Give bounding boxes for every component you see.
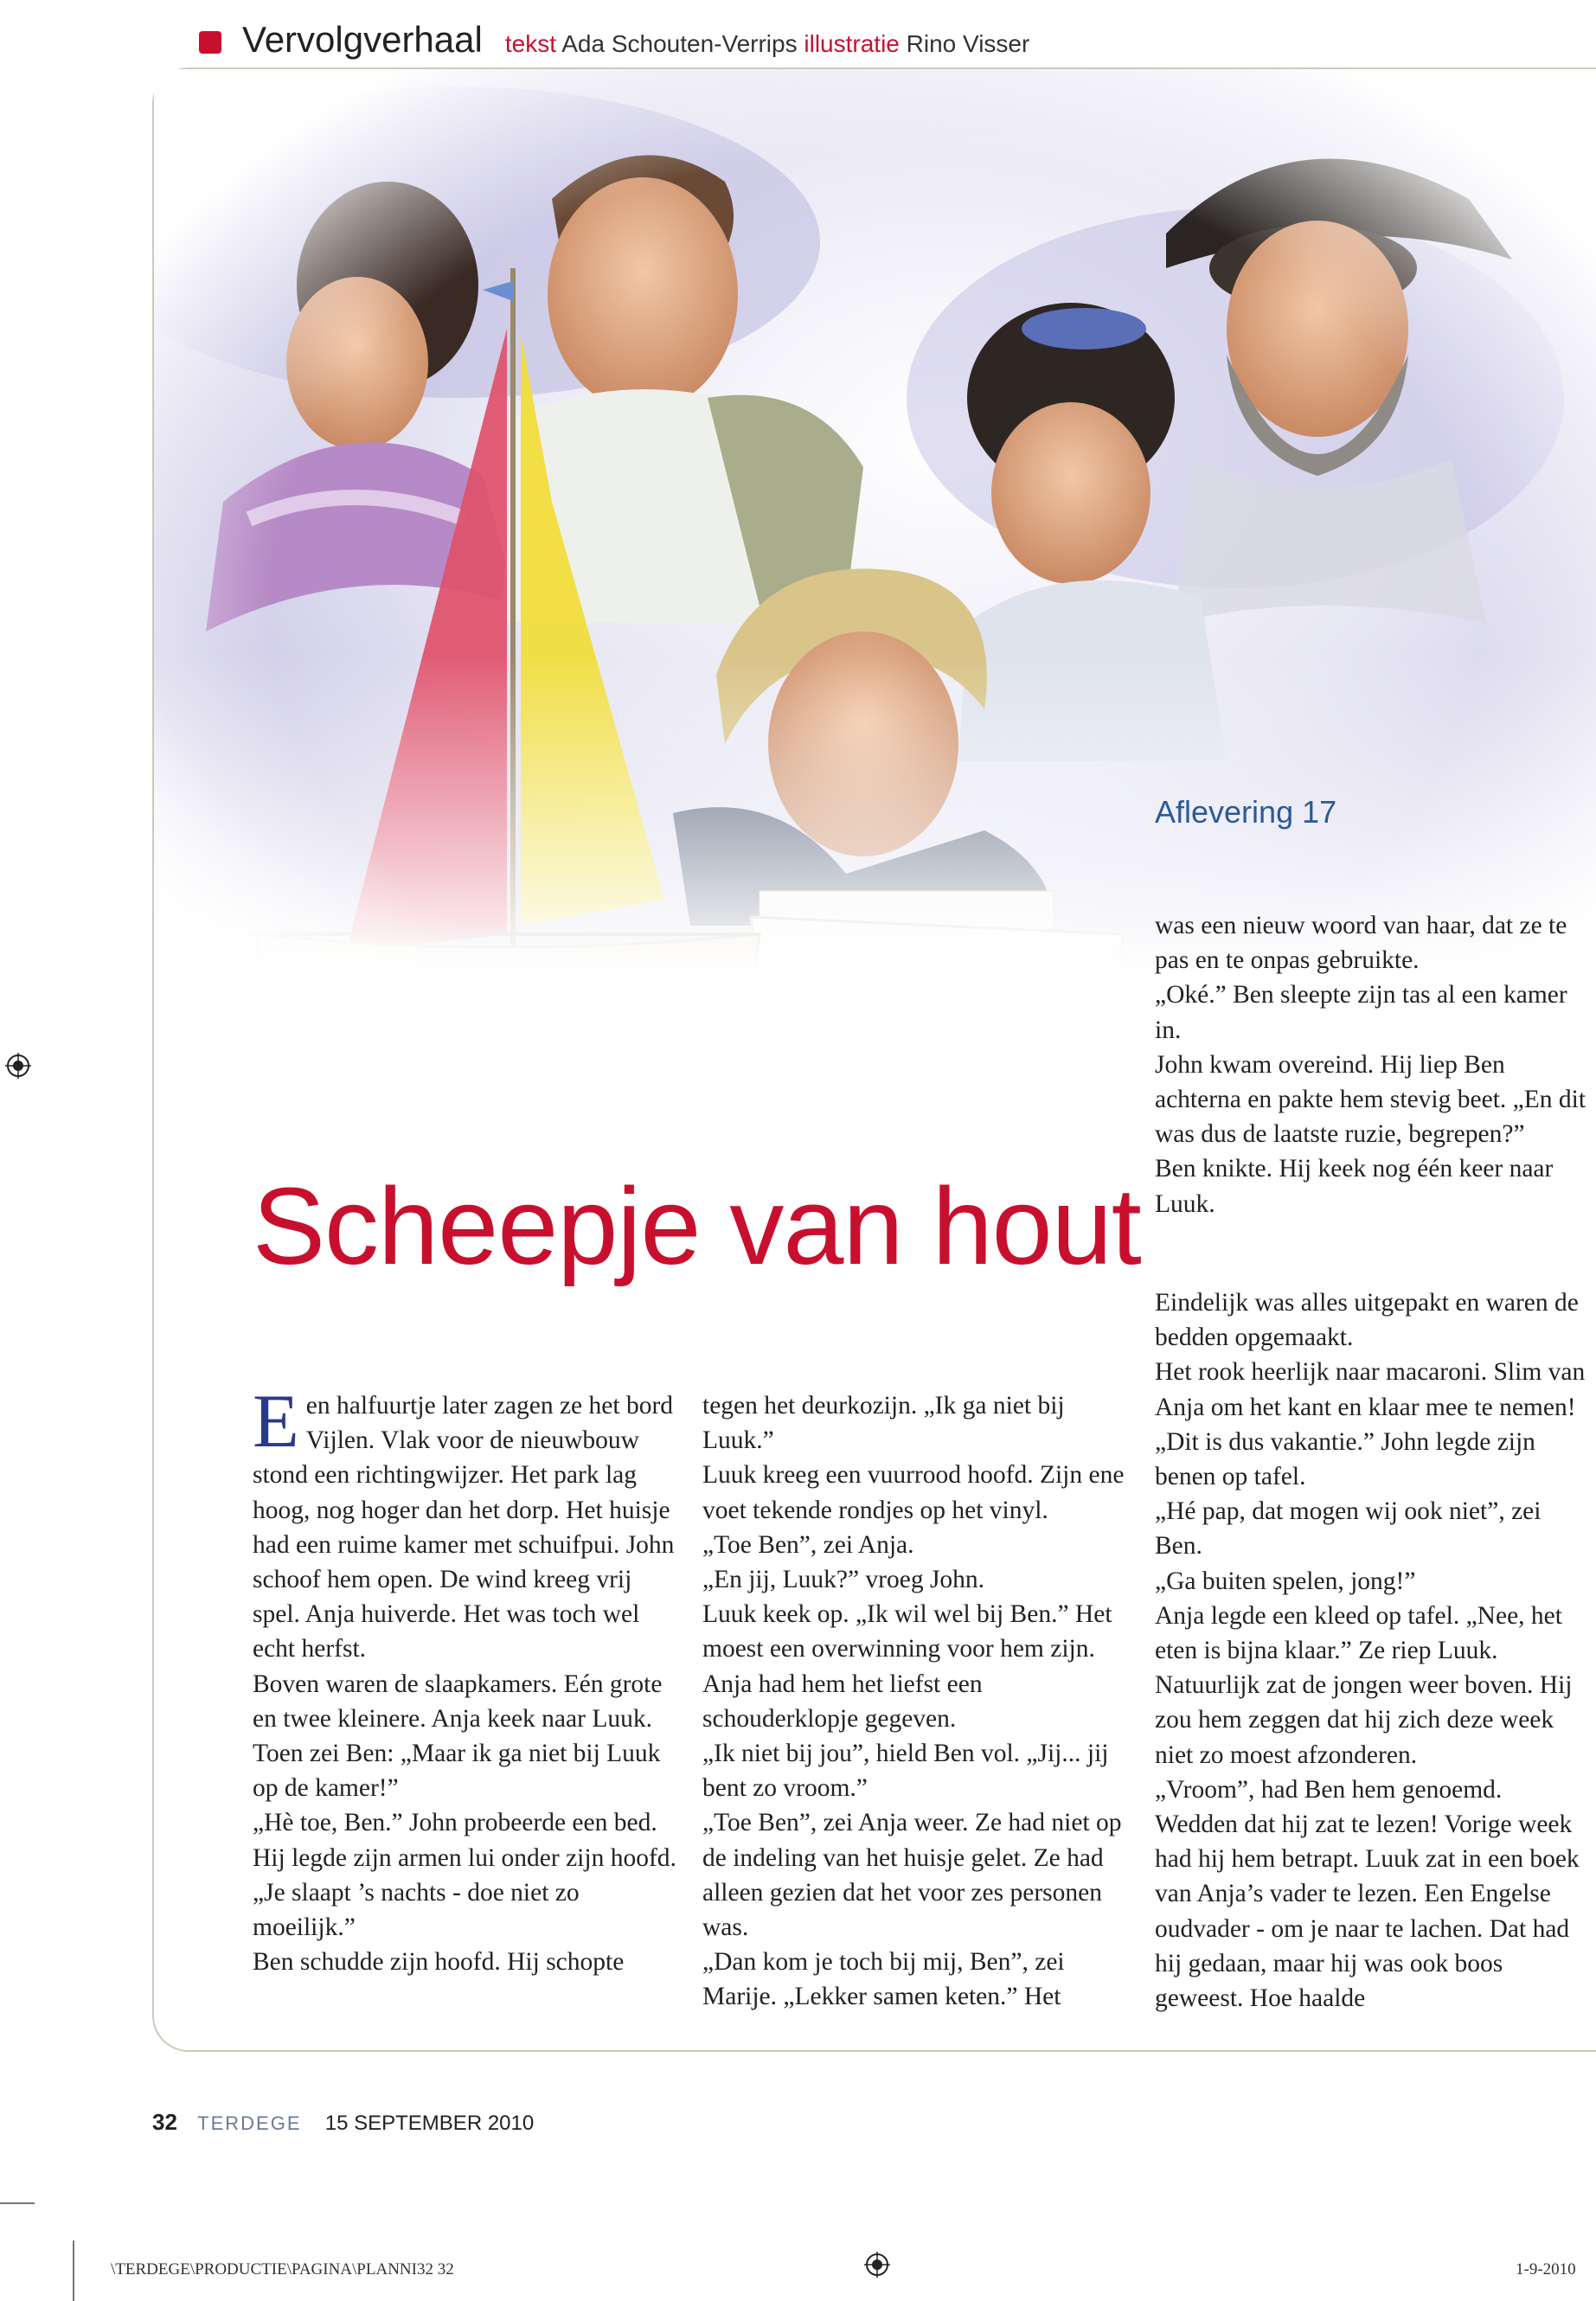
paragraph: „Hè toe, Ben.” John probeerde een bed. Hij legde zijn armen lui onder zijn hoofd. „Je slaapt ’s nachts - doe niet zo moeilijk.”	[253, 1809, 676, 1942]
paragraph: tegen het deurkozijn. „Ik ga niet bij Luuk.”	[702, 1392, 1065, 1455]
paragraph: Eindelijk was alles uitgepakt en waren de bedden opgemaakt.	[1155, 1289, 1579, 1352]
slug-path: \TERDEGE\PRODUCTIE\PAGINA\PLANNI32 32	[111, 2260, 454, 2279]
illustrator-name: Rino Visser	[906, 30, 1030, 57]
story-title: Scheepje van hout	[253, 1165, 1141, 1287]
paragraph: Luuk kreeg een vuurrood hoofd. Zijn ene voet tekende rondjes op het vinyl.	[702, 1461, 1125, 1524]
article-header	[199, 19, 1029, 71]
crop-mark	[73, 2240, 74, 2301]
credits	[505, 30, 1029, 58]
text-column-2	[702, 1388, 1135, 2015]
section-bullet-icon	[199, 31, 221, 54]
text-credit-label: tekst	[504, 30, 556, 57]
illustration-credit-label: illustratie	[804, 30, 900, 57]
paragraph: John kwam overeind. Hij liep Ben achterna en pakte hem stevig beet. „En dit was dus de laatste ruzie, begrepen?”	[1155, 1050, 1586, 1149]
text-column-1	[253, 1380, 685, 1979]
crop-mark	[0, 2202, 35, 2204]
paragraph: „Toe Ben”, zei Anja.	[702, 1530, 914, 1559]
section-kicker: Vervolgverhaal	[242, 19, 483, 60]
paragraph: „Oké.” Ben sleepte zijn tas al een kamer in.	[1155, 981, 1567, 1044]
paragraph: Een halfuurtje later zagen ze het bord Vijlen. Vlak voor de nieuwbouw stond een richtingwijzer. Het park lag hoog, nog hoger dan het dorp. Het huisje had een ruime kamer met schuifpui. John schoof hem open. De wind kreeg vrij spel. Anja huiverde. Het was toch wel echt herfst.	[253, 1380, 675, 1663]
paragraph: Het rook heerlijk naar macaroni. Slim van Anja om het kant en klaar mee te nemen!	[1155, 1358, 1586, 1421]
paragraph: Luuk keek op. „Ik wil wel bij Ben.” Het moest een overwinning voor hem zijn. Anja had hem het liefst een schouderklopje gegeven.	[702, 1600, 1112, 1733]
text-column-3-top	[1155, 908, 1587, 1221]
paragraph: Anja legde een kleed op tafel. „Nee, het eten is bijna klaar.” Ze riep Luuk. Natuurlijk zat de jongen weer boven. Hij zou hem zeggen dat hij zich deze week niet zo moest afzonderen.	[1155, 1601, 1573, 1769]
paragraph: „Dit is dus vakantie.” John legde zijn benen op tafel.	[1155, 1427, 1535, 1491]
issue-date: 15 SEPTEMBER 2010	[324, 2112, 535, 2135]
paragraph: Boven waren de slaapkamers. Eén grote en twee kleinere. Anja keek naar Luuk.	[253, 1670, 663, 1733]
page-number: 32	[152, 2109, 177, 2135]
registration-mark-icon	[864, 2252, 890, 2278]
page-footer	[152, 2109, 534, 2136]
drop-cap: E	[253, 1380, 299, 1464]
episode-label: Aflevering 17	[1155, 794, 1337, 830]
paragraph: „En jij, Luuk?” vroeg John.	[702, 1566, 985, 1594]
registration-mark-icon	[5, 1053, 31, 1079]
paragraph: was een nieuw woord van haar, dat ze te pas en te onpas gebruikte.	[1155, 912, 1567, 975]
paragraph: Toen zei Ben: „Maar ik ga niet bij Luuk op de kamer!”	[253, 1740, 661, 1803]
text-column-3-bottom	[1155, 1285, 1587, 2016]
paragraph: „Dan kom je toch bij mij, Ben”, zei Marije. „Lekker samen keten.” Het	[702, 1948, 1065, 2011]
slug-date: 1-9-2010	[1516, 2260, 1576, 2279]
paragraph: „Vroom”, had Ben hem genoemd. Wedden dat hij zat te lezen! Vorige week had hij hem betrapt. Luuk zat in een boek van Anja’s vader te lezen. Een Engelse oudvader - om je naar te lachen. Dat had hij gedaan, maar hij was ook boos geweest. Hoe haalde	[1155, 1775, 1580, 2013]
paragraph: „Toe Ben”, zei Anja weer. Ze had niet op de indeling van het huisje gelet. Ze had alleen gezien dat het voor zes personen was.	[702, 1809, 1122, 1942]
author-name: Ada Schouten-Verrips	[561, 30, 798, 57]
paragraph: Ben knikte. Hij keek nog één keer naar Luuk.	[1155, 1155, 1554, 1218]
paragraph: Ben schudde zijn hoofd. Hij schopte	[253, 1948, 625, 1977]
paragraph: „Ik niet bij jou”, hield Ben vol. „Jij... jij bent zo vroom.”	[702, 1740, 1109, 1803]
paragraph: „Hé pap, dat mogen wij ook niet”, zei Ben.	[1155, 1497, 1542, 1561]
magazine-name: TERDEGE	[197, 2112, 302, 2134]
paragraph: „Ga buiten spelen, jong!”	[1155, 1567, 1416, 1595]
